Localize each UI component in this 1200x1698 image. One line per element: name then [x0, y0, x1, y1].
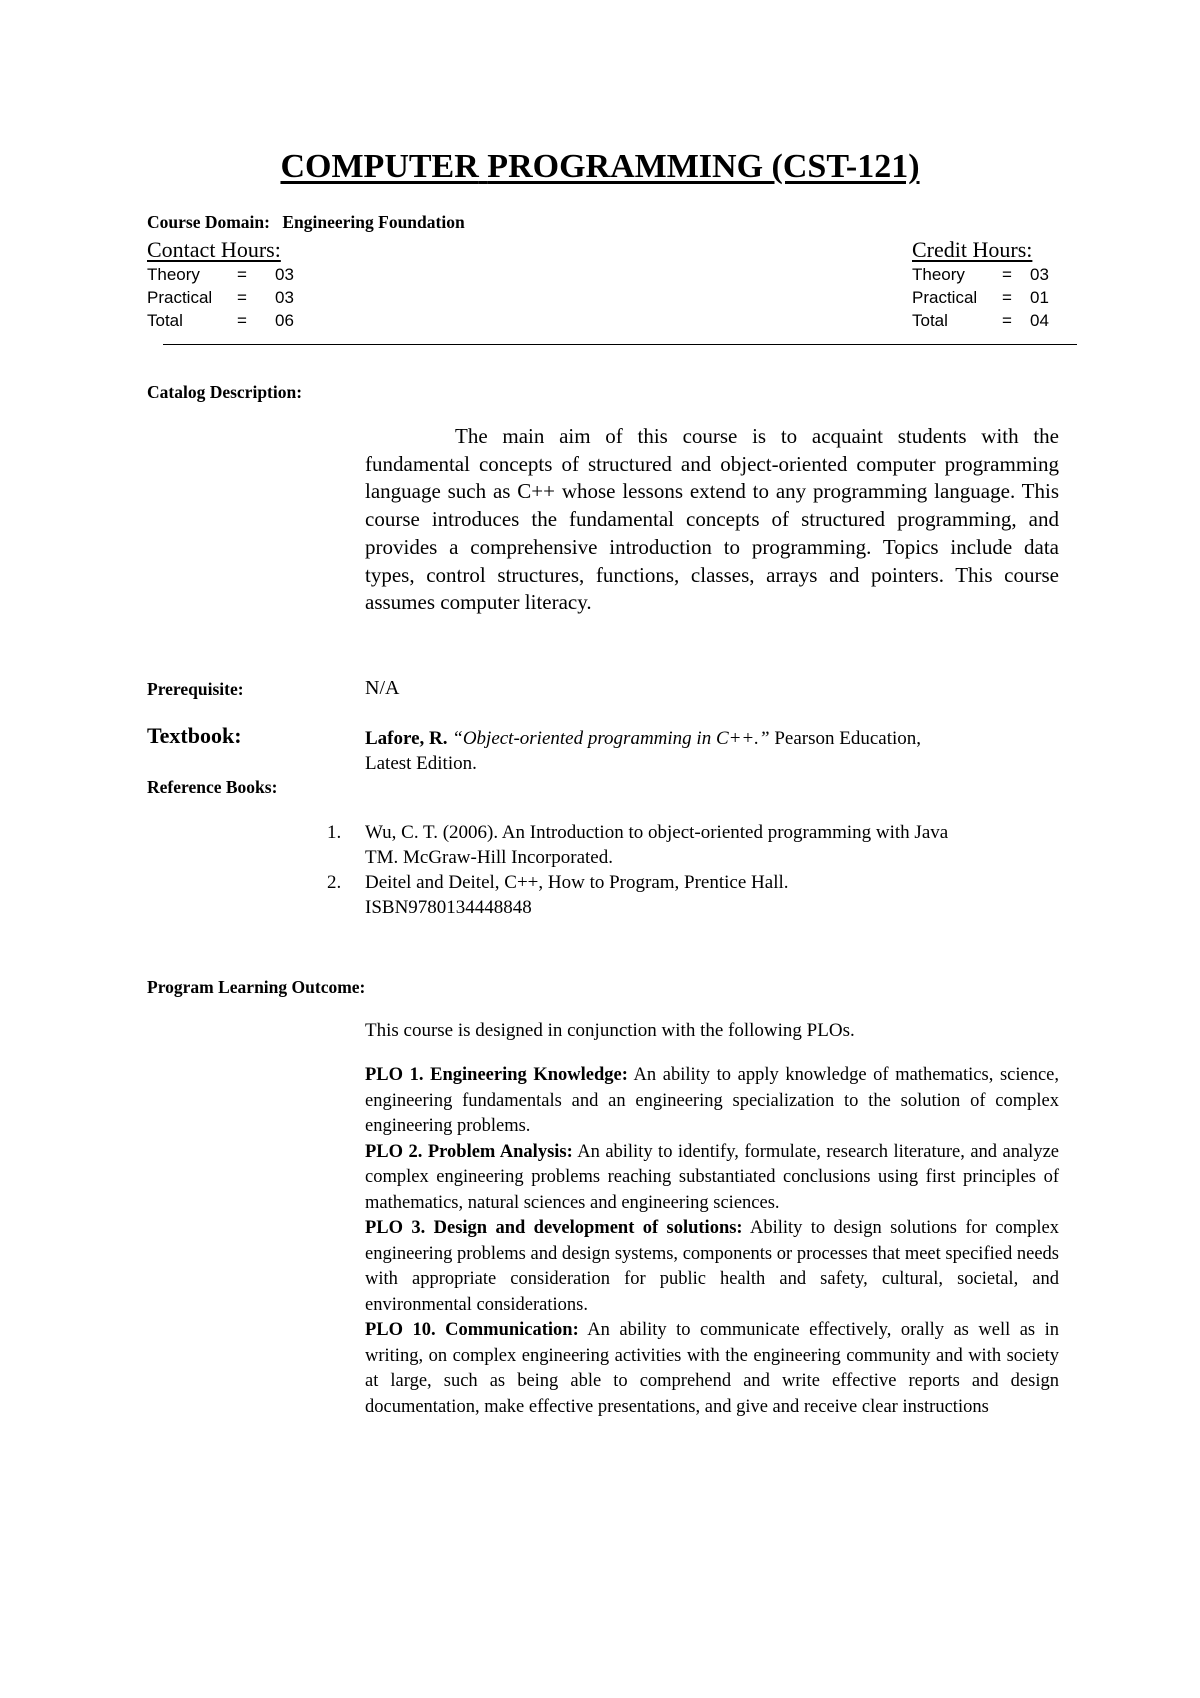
course-domain [147, 212, 465, 233]
prerequisite-value: N/A [365, 677, 400, 699]
reference-item [327, 820, 1057, 870]
plo-item [365, 1140, 1059, 1217]
catalog-description-label: Catalog Description: [147, 382, 303, 402]
page-title [0, 148, 1200, 186]
catalog-description-text: The main aim of this course is to acquaint students with the fundamental concepts of structured and object-oriented computer programming language such as C++ whose lessons extend to any programming language. This course introduces the fundamental concepts of structured programming, and provides a comprehensive introduction to programming. Topics include data types, control structures, functions, classes, arrays and pointers. This course assumes computer literacy. [365, 424, 1059, 615]
reference-line: Wu, C. T. (2006). An Introduction to object-oriented programming with Java [365, 822, 949, 843]
plo-text: An ability to communicate effectively, orally as well as in writing, on complex engineering activities with the engineering community and with society at large, such as being able to comprehend and write effective reports and design documentation, make effective presentations, and give and receive clear instructions [365, 1320, 1060, 1417]
reference-books-label: Reference Books: [147, 777, 278, 797]
plo-text: An ability to identify, formulate, research literature, and analyze complex engineering problems reaching substantiated conclusions using first principles of mathematics, natural sciences and engineering sciences. [365, 1141, 1059, 1213]
textbook-title: “Object-oriented programming in C++.” [452, 728, 770, 749]
textbook-publisher: Pearson Education, [774, 728, 922, 749]
textbook-label: Textbook: [147, 723, 242, 748]
plo-heading: PLO 10. Communication: [365, 1320, 579, 1340]
plo-text: Ability to design solutions for complex engineering problems and design systems, components or processes that meet specified needs with appropriate consideration for public health and safety, cultural, societal, and environmental considerations. [365, 1218, 1059, 1315]
course-domain-label: Course Domain: [147, 212, 270, 232]
plo-section-label: Program Learning Outcome: [147, 977, 366, 997]
plo-heading: PLO 2. Problem Analysis: [365, 1141, 573, 1162]
contact-hours-heading: Contact Hours: [147, 237, 281, 262]
textbook-edition: Latest Edition. [365, 753, 477, 774]
plo-list [365, 1063, 1059, 1420]
title-part-1: COMPUTER [280, 148, 479, 185]
reference-line: TM. McGraw-Hill Incorporated. [365, 847, 613, 868]
textbook-entry [365, 726, 1065, 776]
header-divider [163, 344, 1077, 345]
plo-item [365, 1216, 1059, 1318]
reference-number: 2. [327, 872, 342, 893]
plo-text: An ability to apply knowledge of mathematics, science, engineering fundamentals and an engineering specialization to the solution of complex engineering problems. [365, 1065, 1060, 1136]
reference-item [327, 870, 1057, 920]
plo-intro: This course is designed in conjunction with the following PLOs. [365, 1020, 855, 1041]
plo-heading: PLO 3. Design and development of solutions: [365, 1218, 743, 1238]
plo-item [365, 1318, 1059, 1420]
textbook-author: Lafore, R. [365, 728, 448, 749]
prerequisite-label: Prerequisite: [147, 679, 244, 699]
reference-line: ISBN9780134448848 [365, 897, 532, 918]
plo-item [365, 1063, 1059, 1140]
reference-line: Deitel and Deitel, C++, How to Program, Prentice Hall. [365, 872, 789, 893]
reference-number: 1. [327, 822, 342, 843]
title-part-2: PROGRAMMING (CST-121) [487, 148, 920, 185]
plo-heading: PLO 1. Engineering Knowledge: [365, 1065, 628, 1085]
course-domain-value: Engineering Foundation [282, 212, 465, 232]
credit-hours-heading: Credit Hours: [912, 237, 1033, 262]
